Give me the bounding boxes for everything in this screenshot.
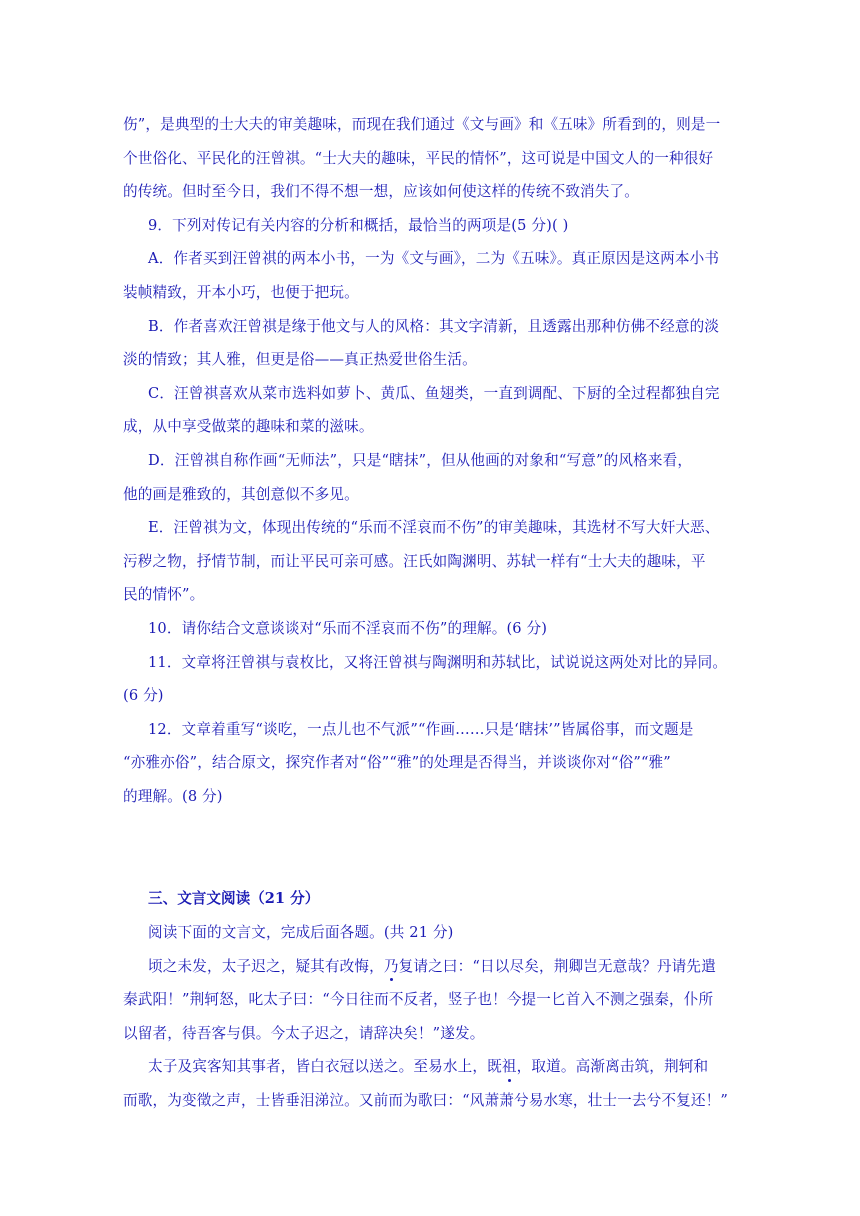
section-instruction: 阅读下面的文言文，完成后面各题。(共 21 分) (148, 924, 454, 942)
section-heading: 三、文言文阅读（21 分） (148, 890, 320, 908)
text-line: 个世俗化、平民化的汪曾祺。“士大夫的趣味，平民的情怀”，这可说是中国文人的一种很好 (123, 149, 714, 167)
emphasis-dot-char: 乃 (384, 950, 399, 984)
question-9-option-c: C．汪曾祺喜欢从菜市选料如萝卜、黄瓜、鱼翅类，一直到调配、下厨的全过程都独自完 成，从中享受做菜的趣味和菜的滋味。 (123, 384, 720, 436)
question-12: 12．文章着重写“谈吃，一点儿也不气派”“作画……只是‘瞎抹’”皆属俗事，而文题是 “亦雅亦俗”，结合原文，探究作者对“俗”“雅”的处理是否得当，并谈谈你对“俗”“雅” 的理解。(8 分) (123, 720, 694, 805)
question-11: 11．文章将汪曾祺与袁枚比，又将汪曾祺与陶渊明和苏轼比，试说说这两处对比的异同。 (6 分) (123, 653, 728, 705)
text-line: 太子及宾客知其事者，皆白衣冠以送之。至易水上，既祖，取道。高渐离击筑，荆轲和 (123, 1050, 739, 1084)
classical-passage-paragraph-2 (123, 1050, 739, 1117)
text-line: 以留者，待吾客与俱。今太子迟之，请辞决矣！”遂发。 (123, 1024, 485, 1042)
text-line: 秦武阳！”荆轲怒，叱太子曰：“今日往而不反者，竖子也！今提一匕首入不测之强秦，仆所 (123, 991, 714, 1009)
question-9-stem: 9．下列对传记有关内容的分析和概括，最恰当的两项是(5 分)( ) (148, 216, 569, 234)
question-10: 10．请你结合文意谈谈对“乐而不淫哀而不伤”的理解。(6 分) (148, 619, 548, 637)
text-line: 而歌，为变徵之声，士皆垂泪涕泣。又前而为歌曰：“风萧萧兮易水寒，壮士一去兮不复还！” (123, 1092, 728, 1110)
emphasis-dot-char: 祖 (502, 1050, 517, 1084)
text-line: 的传统。但时至今日，我们不得不想一想，应该如何使这样的传统不致消失了。 (123, 183, 640, 201)
section-spacer (123, 813, 739, 882)
question-9-option-b: B．作者喜欢汪曾祺是缘于他文与人的风格：其文字清新，且透露出那种仿佛不经意的淡 淡的情致；其人雅，但更是俗——真正热爱世俗生活。 (123, 317, 720, 369)
text-line: 伤”，是典型的士大夫的审美趣味，而现在我们通过《文与画》和《五味》所看到的，则是一 (123, 116, 721, 133)
question-9-option-e: E．汪曾祺为文，体现出传统的“乐而不淫哀而不伤”的审美趣味，其选材不写大奸大恶、 污秽之物，抒情节制，而让平民可亲可感。汪氏如陶渊明、苏轼一样有“士大夫的趣味，平 民的情怀”。 (123, 519, 720, 604)
document-body (123, 108, 739, 1118)
intro-paragraph (123, 108, 739, 209)
classical-passage-paragraph-1 (123, 950, 739, 1051)
text-line: 顷之未发，太子迟之，疑其有改悔，乃复请之曰：“日以尽矣，荆卿岂无意哉？丹请先遣 (123, 950, 739, 984)
question-9-option-d: D．汪曾祺自称作画“无师法”，只是“瞎抹”，但从他画的对象和“写意”的风格来看， 他的画是雅致的，其创意似不多见。 (123, 451, 693, 503)
question-9-option-a: A．作者买到汪曾祺的两本小书，一为《文与画》，二为《五味》。真正原因是这两本小书 装帧精致，开本小巧，也便于把玩。 (123, 250, 720, 301)
